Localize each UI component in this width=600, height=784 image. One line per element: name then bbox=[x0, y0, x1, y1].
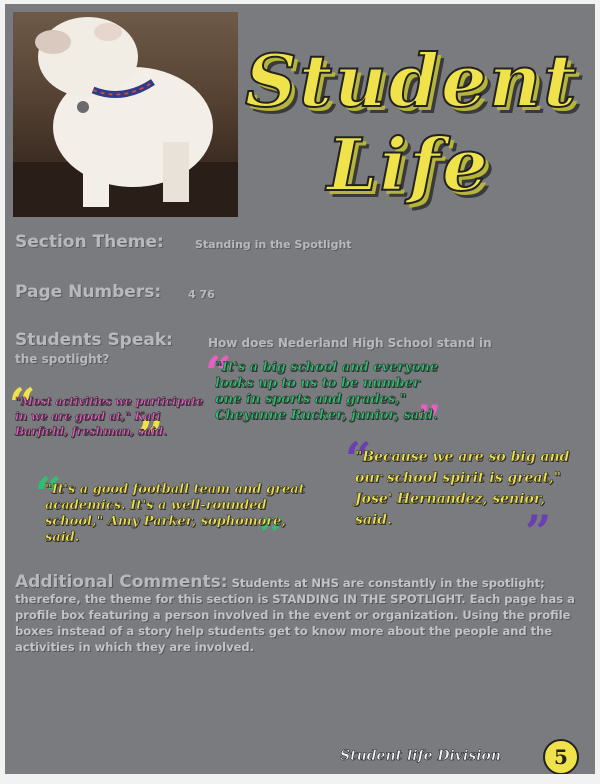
quote-cheyanne-rucker: "It's a big school and everyone looks up to us to be number one in sports and grades," Cheyanne Rucker, junior, said. bbox=[215, 360, 439, 423]
quote-mark-close-3: ” bbox=[525, 505, 552, 559]
quote-jose-hernandez: "Because we are so big and our school spirit is great," Jose' Hernandez, senior, said. bbox=[355, 449, 570, 528]
additional-comments bbox=[15, 574, 575, 655]
bulldog-photo bbox=[13, 12, 238, 217]
additional-comments-label: Additional Comments: bbox=[15, 572, 228, 592]
title-line-2: Life bbox=[327, 122, 490, 207]
quote-mark-close-4: ” bbox=[259, 508, 286, 562]
quote-mark-open-2: “ bbox=[205, 346, 232, 400]
students-speak-label: Students Speak: bbox=[15, 330, 173, 350]
title-line-1: Student bbox=[245, 38, 579, 123]
section-theme-label: Section Theme: bbox=[15, 232, 164, 252]
quote-kati-barfield: "Most activities we participate in we are good at," Kati Barfield, freshman, said. bbox=[15, 395, 204, 438]
quote-mark-close-2: ” bbox=[415, 395, 442, 449]
footer-division-label: Student life Division bbox=[340, 748, 502, 764]
quote-mark-close-1: ” bbox=[137, 410, 164, 464]
students-speak-question-a: How does Nederland High School stand in bbox=[208, 336, 492, 350]
bulldog-illustration bbox=[13, 12, 238, 217]
page-number-badge: 5 bbox=[543, 739, 579, 774]
page-numbers-value: 4 76 bbox=[188, 288, 215, 301]
quote-mark-open-3: “ bbox=[345, 432, 372, 486]
students-speak-question-b: the spotlight? bbox=[15, 352, 110, 366]
yearbook-page bbox=[5, 4, 595, 774]
additional-comments-text: Students at NHS are constantly in the spotlight; therefore, the theme for this section is STANDING IN THE SPOTLIGHT. Each page has a profile box featuring a person involved in the event or organization. Using the profile boxes instead of a story help students get to know more about the people and the activities in which they are involved. bbox=[15, 576, 575, 654]
page-numbers-label: Page Numbers: bbox=[15, 282, 162, 302]
quote-mark-open-4: “ bbox=[35, 467, 62, 521]
quote-mark-open-1: “ bbox=[9, 378, 36, 432]
quote-amy-parker: "It's a good football team and great academics. It's a well-rounded school," Amy Parker, sophomore, said. bbox=[45, 482, 305, 545]
section-theme-value: Standing in the Spotlight bbox=[195, 238, 352, 251]
